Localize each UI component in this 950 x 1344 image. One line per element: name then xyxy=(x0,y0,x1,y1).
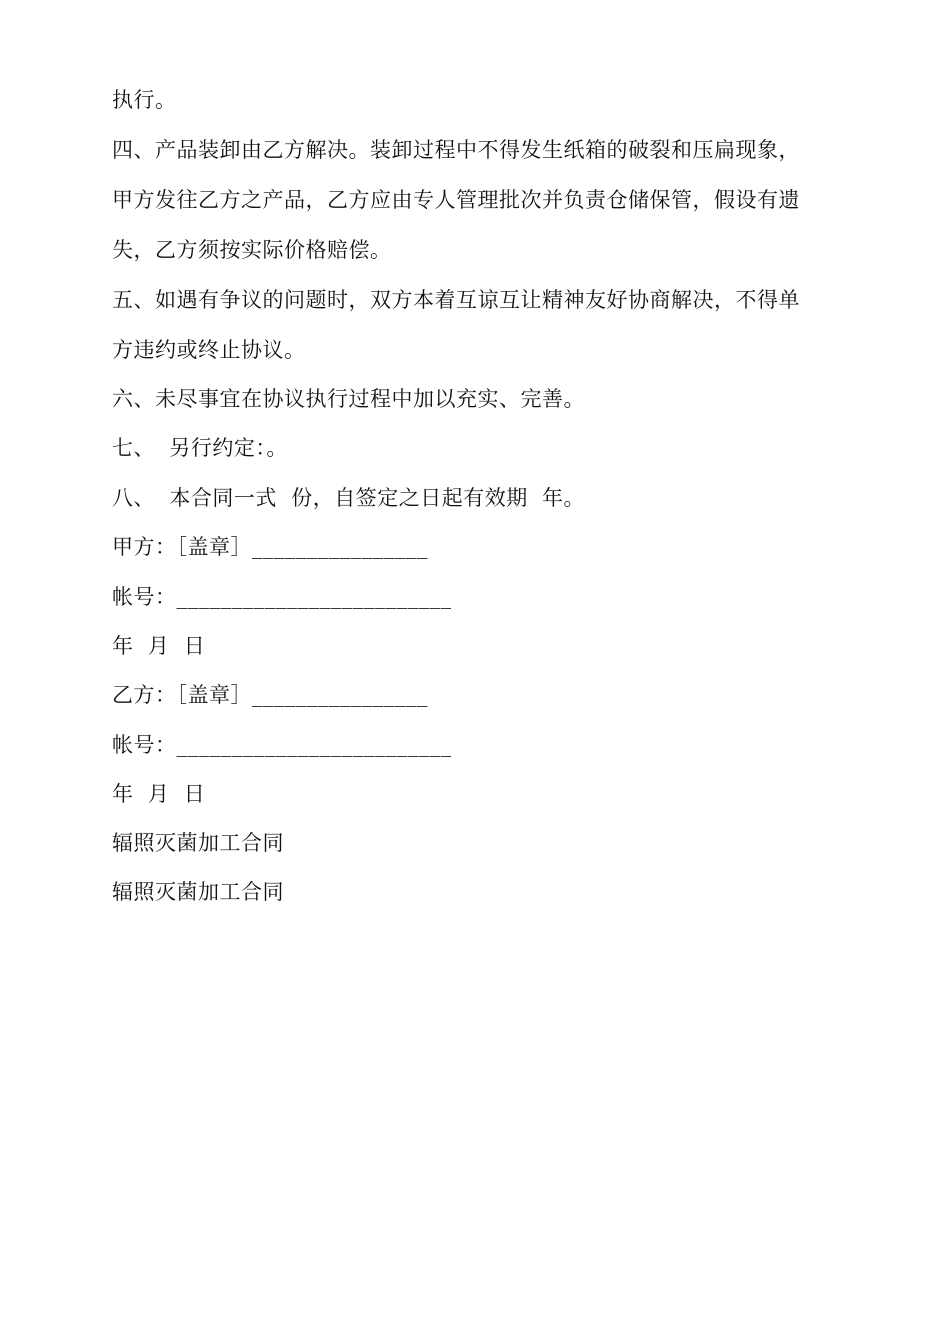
clause-4-line-1: 四、产品装卸由乙方解决。装卸过程中不得发生纸箱的破裂和压扁现象， xyxy=(112,138,800,162)
party-b-seal: 乙方：［盖章］________________ xyxy=(112,683,428,707)
party-a-account: 帐号：_________________________ xyxy=(112,585,452,609)
clause-4-line-2: 甲方发往乙方之产品，乙方应由专人管理批次并负责仓储保管，假设有遗 xyxy=(112,188,800,212)
party-a-date: 年 月 日 xyxy=(112,634,206,658)
clause-5-line-1: 五、如遇有争议的问题时，双方本着互谅互让精神友好协商解决，不得单 xyxy=(112,288,800,312)
clause-7: 七、 另行约定：。 xyxy=(112,436,288,460)
contract-title-2: 辐照灭菌加工合同 xyxy=(112,880,284,904)
clause-6: 六、未尽事宜在协议执行过程中加以充实、完善。 xyxy=(112,387,585,411)
clause-4-line-3: 失，乙方须按实际价格赔偿。 xyxy=(112,238,392,262)
contract-title-1: 辐照灭菌加工合同 xyxy=(112,831,284,855)
clause-8: 八、 本合同一式 份，自签定之日起有效期 年。 xyxy=(112,486,586,510)
party-b-date: 年 月 日 xyxy=(112,782,206,806)
body-line-continuation: 执行。 xyxy=(112,88,177,112)
clause-5-line-2: 方违约或终止协议。 xyxy=(112,338,306,362)
party-a-seal: 甲方：［盖章］________________ xyxy=(112,535,428,559)
party-b-account: 帐号：_________________________ xyxy=(112,733,452,757)
